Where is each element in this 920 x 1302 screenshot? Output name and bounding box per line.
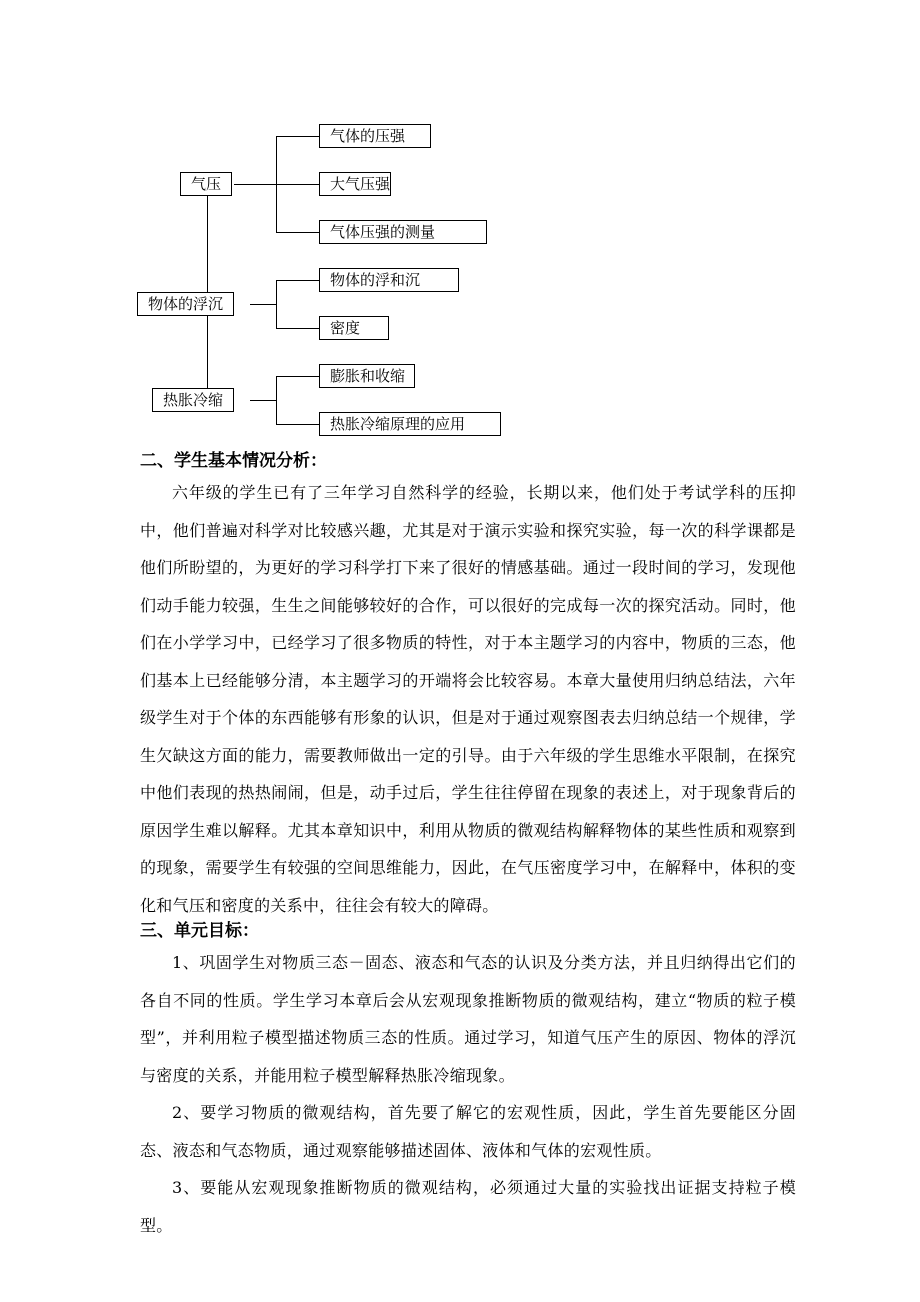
connector <box>276 184 319 185</box>
connector <box>276 136 319 137</box>
goal-item-1: 1、巩固学生对物质三态－固态、液态和气态的认识及分类方法，并且归纳得出它们的各自不同的性质。学生学习本章后会从宏观现象推断物质的微观结构，建立“物质的粒子模型”，并利用粒子模型描述物质三态的性质。通过学习，知道气压产生的原因、物体的浮沉与密度的关系，并能用粒子模型解释热胀冷缩现象。 <box>140 953 796 1085</box>
connector <box>250 304 276 305</box>
connector <box>276 232 319 233</box>
node-floating-sinking: 物体的浮沉 <box>137 292 234 316</box>
node-expansion-contraction: 膨胀和收缩 <box>319 364 415 388</box>
connector <box>276 376 277 424</box>
section2-body: 六年级的学生已有了三年学习自然科学的经验，长期以来，他们处于考试学科的压抑中，他们普遍对科学对比较感兴趣，尤其是对于演示实验和探究实验，每一次的科学课都是他们所盼望的，为更好的学习科学打下来了很好的情感基础。通过一段时间的学习，发现他们动手能力较强，生生之间能够较好的合作，可以很好的完成每一次的探究活动。同时，他们在小学学习中，已经学习了很多物质的特性，对于本主题学习的内容中，物质的三态，他们基本上已经能够分清，本主题学习的开端将会比较容易。本章大量使用归纳总结法，六年级学生对于个体的东西能够有形象的认识，但是对于通过观察图表去归纳总结一个规律，学生欠缺这方面的能力，需要教师做出一定的引导。由于六年级的学生思维水平限制，在探究中他们表现的热热闹闹，但是，动手过后，学生往往停留在现象的表述上，对于现象背后的原因学生难以解释。尤其本章知识中，利用从物质的微观结构解释物体的某些性质和观察到的现象，需要学生有较强的空间思维能力，因此，在气压密度学习中，在解释中，体积的变化和气压和密度的关系中，往往会有较大的障碍。 <box>140 483 796 915</box>
node-thermal-expansion-application: 热胀冷缩原理的应用 <box>319 412 501 436</box>
section3-items <box>140 944 796 1244</box>
connector <box>276 280 277 328</box>
node-gas-pressure: 气体的压强 <box>319 124 431 148</box>
connector <box>207 316 208 388</box>
goal-item-3: 3、要能从宏观现象推断物质的微观结构，必须通过大量的实验找出证据支持粒子模型。 <box>140 1178 796 1235</box>
connector <box>276 376 319 377</box>
connector <box>276 424 319 425</box>
node-density: 密度 <box>319 316 389 340</box>
node-atmospheric-pressure: 大气压强 <box>319 172 391 196</box>
node-thermal-expansion: 热胀冷缩 <box>152 388 234 412</box>
goal-item-2: 2、要学习物质的微观结构，首先要了解它的宏观性质，因此，学生首先要能区分固态、液态和气态物质，通过观察能够描述固体、液体和气体的宏观性质。 <box>140 1103 796 1160</box>
connector <box>276 280 319 281</box>
connector <box>250 400 276 401</box>
node-air-pressure: 气压 <box>180 172 232 196</box>
concept-diagram <box>0 0 920 440</box>
section2-heading: 二、学生基本情况分析： <box>140 451 327 471</box>
connector <box>276 328 319 329</box>
node-float-and-sink: 物体的浮和沉 <box>319 268 459 292</box>
section3-heading: 三、单元目标： <box>140 921 259 941</box>
node-gas-pressure-measurement: 气体压强的测量 <box>319 220 487 244</box>
connector <box>234 184 276 185</box>
connector <box>207 196 208 292</box>
